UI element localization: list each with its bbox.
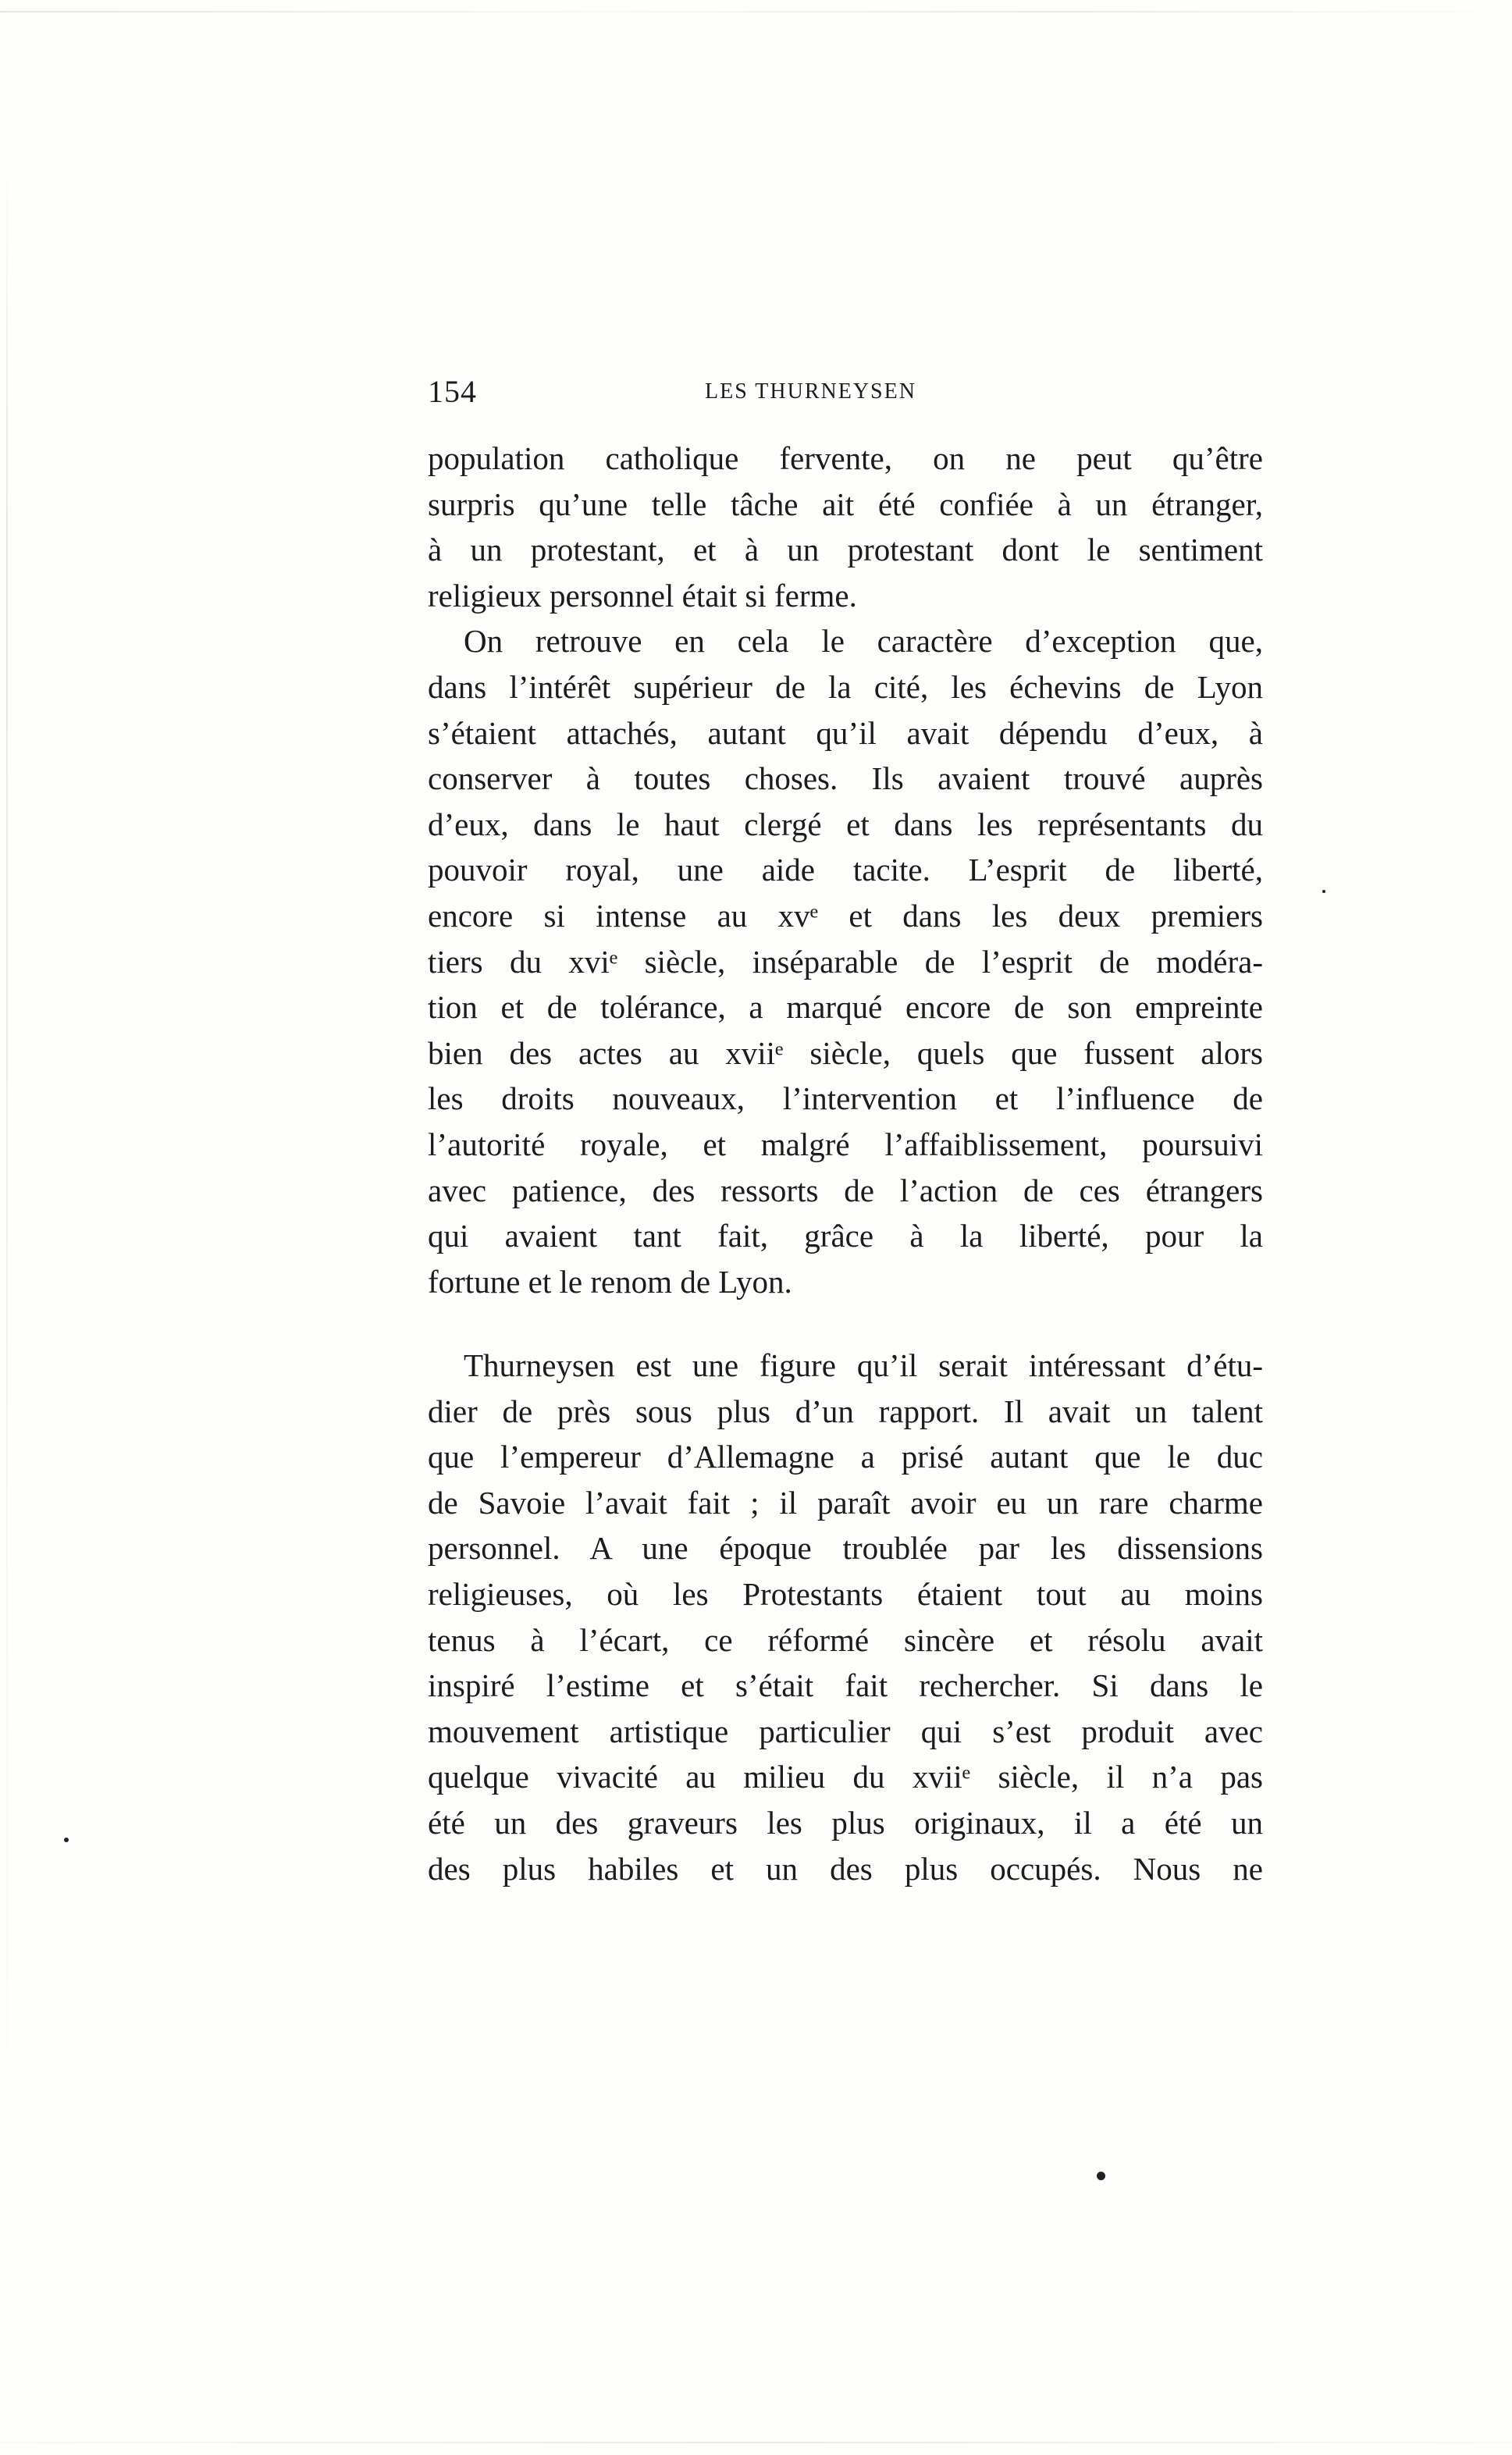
text-line: mouvement artistique particulier qui s’est produit avec	[428, 1713, 1263, 1749]
text-line: encore si intense au xvᵉ et dans les deux premiers	[428, 897, 1263, 934]
text-line: l’autorité royale, et malgré l’affaiblissement, poursuivi	[428, 1126, 1263, 1162]
text-line: tion et de tolérance, a marqué encore de son empreinte	[428, 989, 1263, 1026]
text-line: à un protestant, et à un protestant dont le sentiment	[428, 532, 1263, 568]
text-line: des plus habiles et un des plus occupés. Nous ne	[428, 1850, 1263, 1887]
text-line: Thurneysen est une figure qu’il serait intéressant d’étu-	[464, 1347, 1263, 1383]
running-head: LES THURNEYSEN	[705, 379, 916, 404]
scan-edge-bottom	[0, 2442, 1512, 2443]
text-block-bottom	[428, 1343, 1263, 1891]
text-line: d’eux, dans le haut clergé et dans les représentants du	[428, 806, 1263, 842]
text-line: quelque vivacité au milieu du xviiᵉ siècle, il n’a pas	[428, 1759, 1263, 1795]
text-line: fortune et le renom de Lyon.	[428, 1263, 792, 1300]
paragraph-continued	[428, 436, 1263, 618]
text-line: tiers du xviᵉ siècle, inséparable de l’esprit de modéra-	[428, 943, 1263, 980]
text-line: été un des graveurs les plus originaux, il a été un	[428, 1804, 1263, 1841]
text-line: qui avaient tant fait, grâce à la liberté, pour la	[428, 1218, 1263, 1254]
text-line: personnel. A une époque troublée par les dissensions	[428, 1530, 1263, 1567]
scan-edge-left	[6, 156, 8, 2186]
text-line: conserver à toutes choses. Ils avaient trouvé auprès	[428, 760, 1263, 797]
text-line: de Savoie l’avait fait ; il paraît avoir eu un rare charme	[428, 1484, 1263, 1521]
text-line: dans l’intérêt supérieur de la cité, les échevins de Lyon	[428, 668, 1263, 705]
text-line: dier de près sous plus d’un rapport. Il avait un talent	[428, 1393, 1263, 1429]
text-line: On retrouve en cela le caractère d’exception que,	[464, 623, 1263, 660]
text-line: religieux personnel était si ferme.	[428, 577, 857, 614]
scan-edge-top	[0, 11, 1512, 12]
paragraph	[428, 1343, 1263, 1891]
text-line: s’étaient attachés, autant qu’il avait dépendu d’eux, à	[428, 714, 1263, 751]
text-line: inspiré l’estime et s’était fait rechercher. Si dans le	[428, 1667, 1263, 1704]
text-line: population catholique fervente, on ne peut qu’être	[428, 440, 1263, 476]
text-line: avec patience, des ressorts de l’action de ces étrangers	[428, 1172, 1263, 1208]
text-line: tenus à l’écart, ce réformé sincère et résolu avait	[428, 1621, 1263, 1658]
ink-speck	[64, 1838, 69, 1842]
text-block-top	[428, 436, 1263, 1304]
text-line: pouvoir royal, une aide tacite. L’esprit de liberté,	[428, 852, 1263, 888]
page-header	[428, 373, 1279, 420]
text-line: religieuses, où les Protestants étaient tout au moins	[428, 1575, 1263, 1612]
paragraph	[428, 618, 1263, 1304]
page-number: 154	[428, 374, 477, 409]
ink-speck	[1322, 890, 1325, 893]
text-line: les droits nouveaux, l’intervention et l’influence de	[428, 1080, 1263, 1117]
text-line: surpris qu’une telle tâche ait été confiée à un étranger,	[428, 486, 1263, 522]
ink-speck	[1097, 2172, 1105, 2180]
text-line: bien des actes au xviiᵉ siècle, quels que fussent alors	[428, 1034, 1263, 1071]
text-line: que l’empereur d’Allemagne a prisé autant que le duc	[428, 1439, 1263, 1475]
